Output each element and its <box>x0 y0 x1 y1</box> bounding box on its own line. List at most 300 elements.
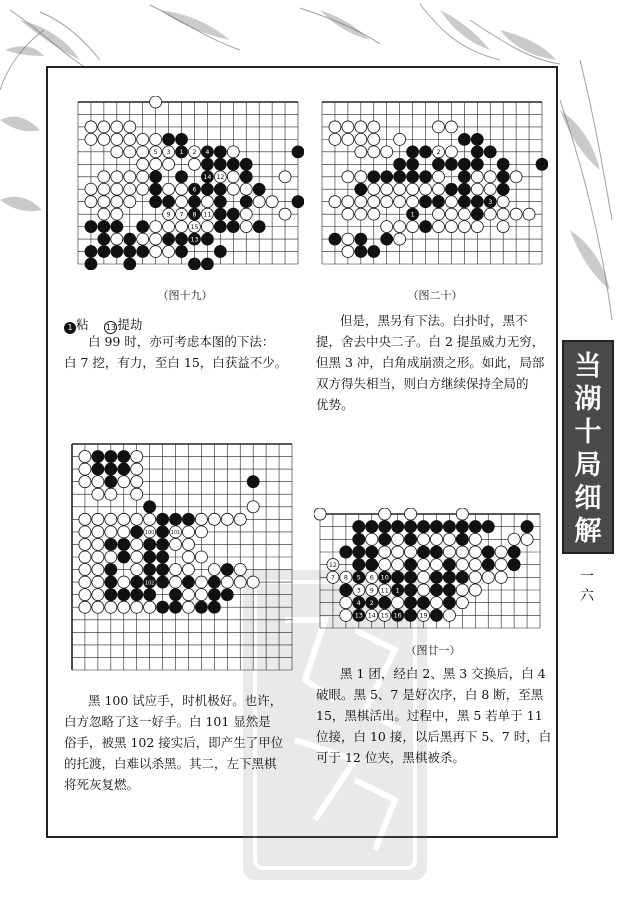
white-stone <box>163 221 175 233</box>
black-stone <box>214 183 226 195</box>
white-stone <box>484 208 496 220</box>
black-stone <box>456 571 468 583</box>
white-stone <box>484 183 496 195</box>
black-stone <box>430 609 442 621</box>
black-stone <box>208 576 220 588</box>
white-stone <box>469 546 481 558</box>
white-stone <box>176 221 188 233</box>
white-stone <box>79 551 91 563</box>
title-char: 细 <box>574 483 602 514</box>
white-stone <box>92 538 104 550</box>
white-stone <box>368 146 380 158</box>
move-number: 11 <box>380 586 389 595</box>
black-stone <box>430 521 442 533</box>
move-number: 4 <box>356 598 361 607</box>
white-stone <box>163 246 175 258</box>
white-stone <box>221 576 233 588</box>
white-stone <box>417 559 429 571</box>
white-stone <box>253 196 265 208</box>
white-stone <box>342 171 354 183</box>
move-number: 13 <box>190 236 199 244</box>
white-stone <box>497 196 509 208</box>
white-stone <box>79 589 91 601</box>
symbol-legend: 1 粘 13提劫 <box>64 315 142 334</box>
white-stone <box>234 564 246 576</box>
white-stone <box>240 208 252 220</box>
white-stone <box>432 183 444 195</box>
black-stone <box>118 463 130 475</box>
white-stone <box>92 564 104 576</box>
black-stone <box>157 513 169 525</box>
black-stone <box>124 258 136 270</box>
black-stone <box>170 589 182 601</box>
black-stone <box>157 538 169 550</box>
white-stone <box>279 208 291 220</box>
white-stone <box>355 121 367 133</box>
white-stone <box>111 208 123 220</box>
move-number: 14 <box>203 174 212 182</box>
white-stone <box>456 584 468 596</box>
black-stone <box>157 526 169 538</box>
white-stone <box>456 546 468 558</box>
white-stone <box>445 196 457 208</box>
white-stone <box>105 601 117 613</box>
black-stone <box>176 171 188 183</box>
black-stone <box>497 183 509 195</box>
white-stone <box>469 571 481 583</box>
move-number: 15 <box>380 611 389 620</box>
black-stone <box>379 597 391 609</box>
white-stone <box>111 133 123 145</box>
white-stone <box>266 196 278 208</box>
move-number: 12 <box>328 560 338 569</box>
black-stone <box>430 571 442 583</box>
white-stone <box>150 233 162 245</box>
white-stone <box>484 171 496 183</box>
white-stone <box>405 546 417 558</box>
white-stone <box>407 183 419 195</box>
black-stone <box>405 521 417 533</box>
white-stone <box>131 476 143 488</box>
move-number: 9 <box>369 586 374 595</box>
white-stone <box>381 146 393 158</box>
black-stone <box>240 196 252 208</box>
white-stone <box>92 576 104 588</box>
white-stone <box>150 221 162 233</box>
white-stone <box>182 551 194 563</box>
black-stone <box>381 171 393 183</box>
black-stone <box>458 183 470 195</box>
white-stone <box>430 559 442 571</box>
white-stone <box>417 533 429 545</box>
black-stone <box>105 589 117 601</box>
white-stone <box>469 559 481 571</box>
black-stone <box>150 183 162 195</box>
title-char: 解 <box>574 516 602 547</box>
black-stone <box>392 571 404 583</box>
white-stone <box>445 208 457 220</box>
black-stone <box>405 533 417 545</box>
white-stone <box>368 196 380 208</box>
white-stone <box>279 171 291 183</box>
move-number: 10 <box>380 573 389 582</box>
white-stone <box>85 196 97 208</box>
black-stone <box>98 221 110 233</box>
white-stone <box>131 463 143 475</box>
black-stone <box>105 476 117 488</box>
white-stone <box>342 246 354 258</box>
black-stone <box>118 451 130 463</box>
black-stone <box>118 589 130 601</box>
title-char: 局 <box>574 450 602 481</box>
black-stone <box>124 233 136 245</box>
black-stone <box>188 258 200 270</box>
black-stone <box>368 246 380 258</box>
white-stone <box>201 196 213 208</box>
white-stone <box>368 208 380 220</box>
white-stone <box>118 513 130 525</box>
black-stone <box>407 171 419 183</box>
black-stone <box>292 146 304 158</box>
white-stone <box>394 133 406 145</box>
white-stone <box>131 551 143 563</box>
black-stone <box>137 246 149 258</box>
white-stone <box>144 513 156 525</box>
move-number: 9 <box>166 211 171 219</box>
title-char: 当 <box>574 351 602 382</box>
move-number: 5 <box>356 573 361 582</box>
black-stone <box>214 208 226 220</box>
black-stone <box>201 183 213 195</box>
white-stone <box>342 196 354 208</box>
white-stone <box>417 584 429 596</box>
move-number: 16 <box>393 611 402 620</box>
white-stone <box>188 158 200 170</box>
white-stone <box>124 196 136 208</box>
white-stone <box>111 196 123 208</box>
white-stone <box>118 576 130 588</box>
white-stone <box>131 488 143 500</box>
black-stone <box>432 196 444 208</box>
move-number: 1 <box>395 586 400 595</box>
white-stone <box>342 121 354 133</box>
white-stone <box>137 146 149 158</box>
figure-caption: （图二十） <box>407 289 463 302</box>
white-stone <box>182 526 194 538</box>
white-stone <box>208 564 220 576</box>
move-number: 8 <box>192 211 197 219</box>
black-stone <box>131 589 143 601</box>
black-stone <box>521 521 533 533</box>
white-stone <box>432 221 444 233</box>
white-stone <box>420 183 432 195</box>
white-stone <box>443 533 455 545</box>
white-stone <box>79 526 91 538</box>
white-stone <box>458 208 470 220</box>
white-stone <box>105 513 117 525</box>
black-stone <box>105 451 117 463</box>
black-stone <box>176 246 188 258</box>
move-number: 3 <box>356 586 361 595</box>
black-stone <box>227 208 239 220</box>
white-stone <box>314 508 326 520</box>
white-stone <box>240 221 252 233</box>
black-stone <box>92 463 104 475</box>
move-number: 6 <box>192 186 197 194</box>
black-stone <box>163 233 175 245</box>
white-stone <box>355 146 367 158</box>
move-number: 5 <box>153 149 158 157</box>
black-stone <box>157 601 169 613</box>
black-stone <box>201 258 213 270</box>
white-stone <box>195 589 207 601</box>
fig19-commentary: 白 99 时，亦可考虑本图的下法： 白 7 挖，有力，至白 15，白获益不少。 <box>64 334 288 370</box>
move-number: 102 <box>145 581 155 587</box>
white-stone <box>329 196 341 208</box>
white-stone <box>340 597 352 609</box>
black-stone <box>118 538 130 550</box>
white-stone <box>111 183 123 195</box>
black-stone <box>366 521 378 533</box>
black-stone <box>340 546 352 558</box>
black-stone <box>170 601 182 613</box>
move-number: 8 <box>343 573 348 582</box>
black-stone <box>208 589 220 601</box>
white-stone <box>118 601 130 613</box>
black-stone <box>144 589 156 601</box>
white-stone <box>195 513 207 525</box>
white-stone <box>368 183 380 195</box>
black-stone <box>170 513 182 525</box>
white-stone <box>111 146 123 158</box>
book-title-banner <box>562 340 614 554</box>
white-stone <box>92 551 104 563</box>
black-stone <box>456 533 468 545</box>
white-stone <box>234 513 246 525</box>
white-stone <box>79 451 91 463</box>
black-stone <box>176 233 188 245</box>
white-stone <box>79 513 91 525</box>
white-stone <box>105 551 117 563</box>
black-stone <box>366 559 378 571</box>
black-stone <box>508 546 520 558</box>
black-stone <box>405 609 417 621</box>
white-stone <box>131 513 143 525</box>
white-stone <box>340 609 352 621</box>
white-stone <box>381 196 393 208</box>
black-stone <box>482 521 494 533</box>
black-stone <box>482 559 494 571</box>
black-stone <box>405 584 417 596</box>
black-stone <box>456 521 468 533</box>
black-stone <box>394 171 406 183</box>
white-stone <box>182 601 194 613</box>
title-char: 湖 <box>574 384 602 415</box>
go-board-fig19 <box>72 96 304 270</box>
white-stone <box>124 183 136 195</box>
white-stone <box>521 533 533 545</box>
move-number: 11 <box>203 211 212 219</box>
white-stone <box>137 233 149 245</box>
white-stone <box>137 171 149 183</box>
white-stone-marker: 13 <box>105 323 117 332</box>
move-number: 3 <box>488 198 493 206</box>
black-stone <box>458 196 470 208</box>
white-stone <box>430 597 442 609</box>
white-stone <box>150 158 162 170</box>
white-stone <box>163 158 175 170</box>
black-stone <box>353 546 365 558</box>
black-stone <box>85 246 97 258</box>
white-stone <box>85 121 97 133</box>
black-stone <box>471 158 483 170</box>
black-stone <box>118 551 130 563</box>
white-stone <box>445 221 457 233</box>
black-stone <box>111 246 123 258</box>
black-stone <box>469 521 481 533</box>
black-stone <box>188 196 200 208</box>
black-stone <box>536 158 548 170</box>
black-stone <box>407 158 419 170</box>
white-stone <box>456 597 468 609</box>
white-stone <box>182 538 194 550</box>
black-stone <box>227 158 239 170</box>
black-stone <box>417 521 429 533</box>
white-stone <box>105 488 117 500</box>
black-stone <box>355 246 367 258</box>
white-stone <box>329 121 341 133</box>
black-stone <box>471 146 483 158</box>
white-stone <box>394 183 406 195</box>
white-stone <box>92 601 104 613</box>
white-stone <box>221 513 233 525</box>
white-stone <box>247 501 259 513</box>
move-number: 2 <box>436 149 441 157</box>
move-number: 6 <box>369 573 374 582</box>
black-stone <box>405 559 417 571</box>
white-stone <box>495 559 507 571</box>
white-stone <box>201 221 213 233</box>
white-stone <box>456 559 468 571</box>
white-stone <box>355 208 367 220</box>
white-stone <box>105 526 117 538</box>
move-number: 1 <box>179 149 184 157</box>
go-board-fig20 <box>316 96 548 270</box>
black-stone <box>105 564 117 576</box>
black-stone <box>443 521 455 533</box>
move-number: 12 <box>216 174 225 182</box>
black-stone <box>157 564 169 576</box>
white-stone <box>342 208 354 220</box>
move-number: 100 <box>145 531 155 537</box>
move-number: 19 <box>419 611 428 620</box>
white-stone <box>355 171 367 183</box>
black-stone <box>105 576 117 588</box>
white-stone <box>92 526 104 538</box>
white-stone <box>471 171 483 183</box>
black-stone <box>176 133 188 145</box>
white-stone <box>92 513 104 525</box>
white-stone <box>368 133 380 145</box>
white-stone <box>98 208 110 220</box>
black-stone <box>407 146 419 158</box>
white-stone <box>92 488 104 500</box>
white-stone <box>495 571 507 583</box>
white-stone <box>98 133 110 145</box>
black-stone <box>443 597 455 609</box>
black-stone <box>98 233 110 245</box>
white-stone <box>227 183 239 195</box>
black-stone <box>443 571 455 583</box>
black-stone <box>163 196 175 208</box>
black-stone <box>381 233 393 245</box>
white-stone <box>443 546 455 558</box>
black-stone <box>227 221 239 233</box>
black-stone <box>214 246 226 258</box>
black-stone <box>355 233 367 245</box>
black-stone <box>430 584 442 596</box>
black-stone <box>163 133 175 145</box>
white-stone <box>111 121 123 133</box>
black-stone <box>157 551 169 563</box>
black-stone <box>329 233 341 245</box>
board-grid <box>320 514 540 628</box>
move-number: 15 <box>190 223 199 231</box>
white-stone <box>182 589 194 601</box>
white-stone <box>208 513 220 525</box>
white-stone <box>79 601 91 613</box>
white-stone <box>118 476 130 488</box>
black-stone <box>497 171 509 183</box>
black-stone <box>458 158 470 170</box>
black-stone <box>392 521 404 533</box>
black-stone <box>105 538 117 550</box>
black-stone <box>182 513 194 525</box>
white-stone <box>407 221 419 233</box>
black-stone <box>201 233 213 245</box>
white-stone <box>394 196 406 208</box>
black-stone <box>353 521 365 533</box>
white-stone <box>170 538 182 550</box>
white-stone <box>124 121 136 133</box>
white-stone <box>98 183 110 195</box>
black-stone <box>366 546 378 558</box>
white-stone <box>497 221 509 233</box>
white-stone <box>79 463 91 475</box>
black-stone <box>144 538 156 550</box>
white-stone <box>471 183 483 195</box>
black-stone <box>144 551 156 563</box>
black-stone <box>355 183 367 195</box>
white-stone <box>456 508 468 520</box>
move-number: 101 <box>170 531 181 537</box>
black-stone <box>131 526 143 538</box>
white-stone <box>111 171 123 183</box>
white-stone <box>342 133 354 145</box>
white-stone <box>392 559 404 571</box>
figure-caption: （图十九） <box>157 289 213 302</box>
white-stone <box>131 564 143 576</box>
white-stone <box>329 133 341 145</box>
white-stone <box>497 208 509 220</box>
white-stone <box>118 526 130 538</box>
move-number: 2 <box>369 598 374 607</box>
white-stone <box>510 171 522 183</box>
white-stone <box>131 538 143 550</box>
white-stone <box>495 546 507 558</box>
black-stone <box>85 258 97 270</box>
black-stone <box>195 601 207 613</box>
